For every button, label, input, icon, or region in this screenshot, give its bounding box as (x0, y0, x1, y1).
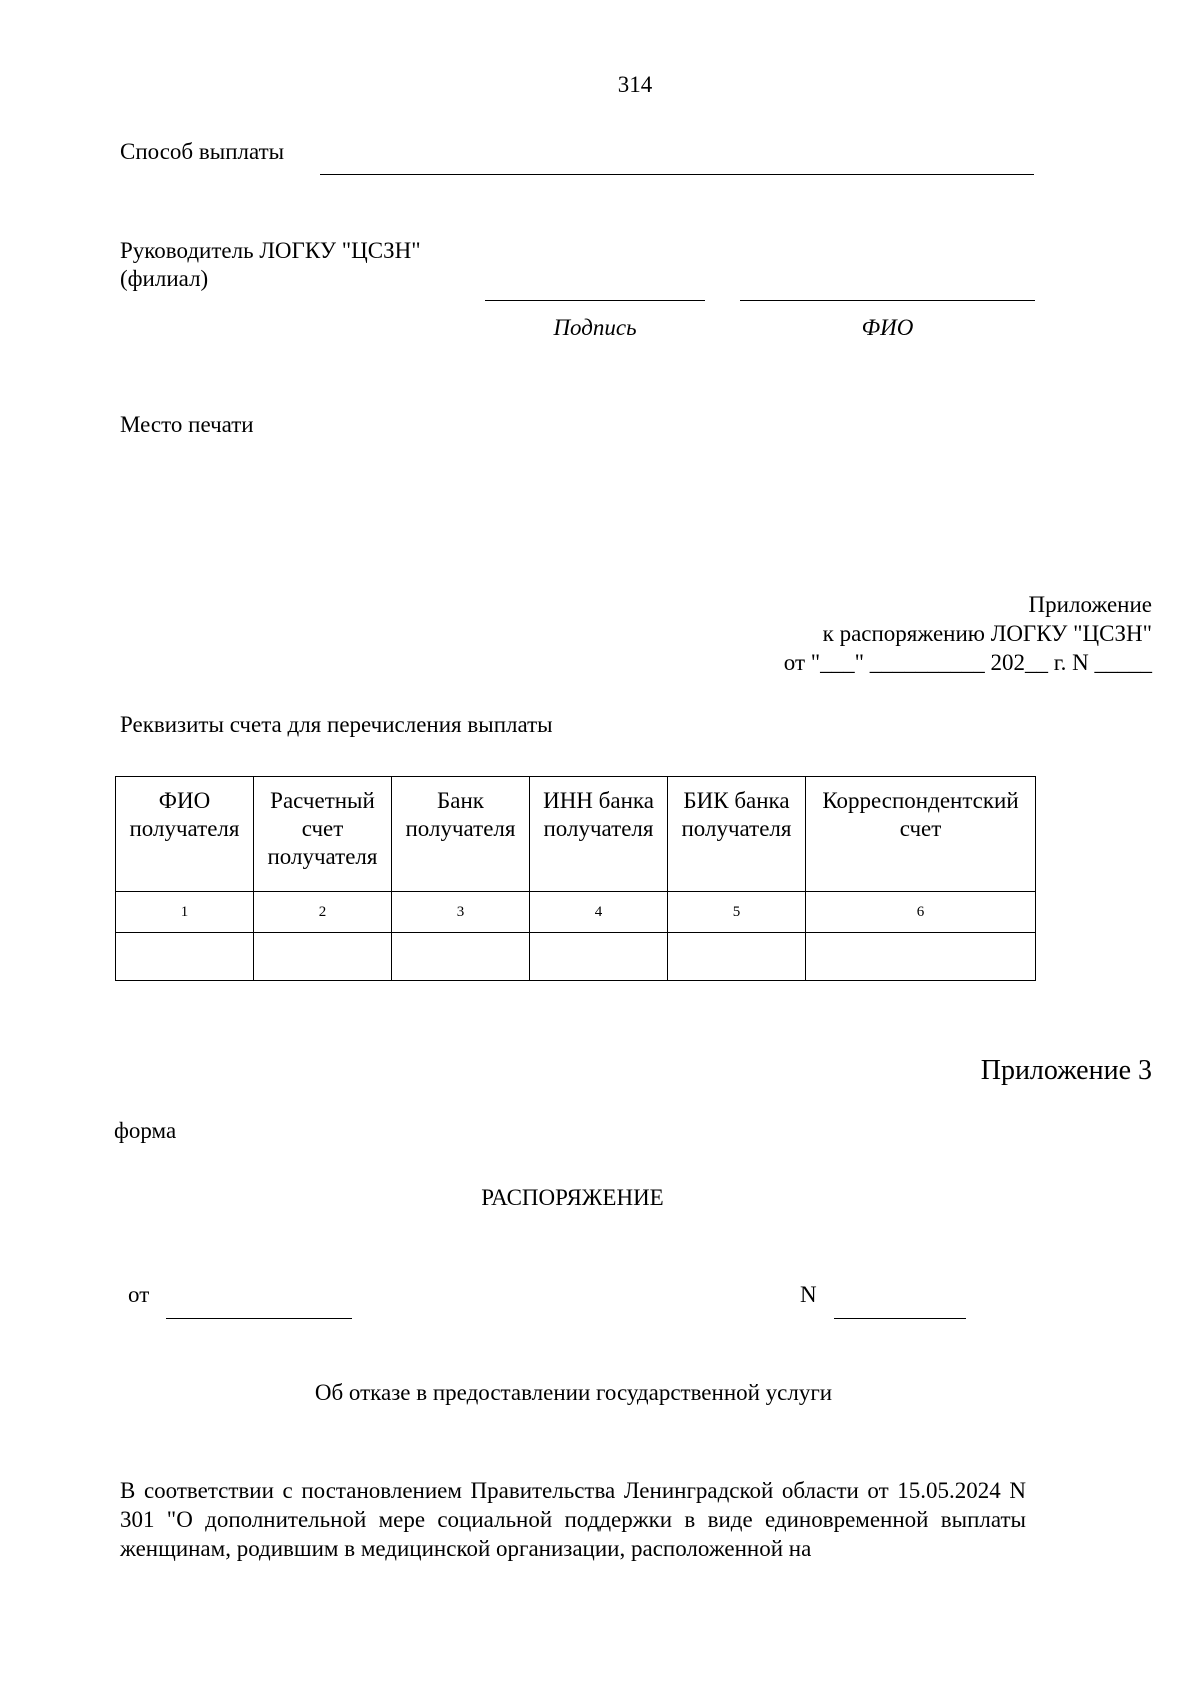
appendix-line2: к распоряжению ЛОГКУ "ЦСЗН" (822, 621, 1152, 646)
header-text: Банк (437, 788, 484, 813)
head-label (120, 237, 421, 293)
signature-caption: Подпись (553, 315, 637, 340)
table-cell[interactable] (392, 933, 530, 981)
payment-method-label: Способ выплаты (120, 139, 285, 164)
requisites-table (115, 776, 1036, 981)
head-label-line2: (филиал) (120, 266, 209, 291)
header-text: Расчетный (270, 788, 375, 813)
fio-caption: ФИО (861, 315, 914, 340)
body-paragraph: В соответствии с постановлением Правительства Ленинградской области от 15.05.2024 N 301 "О дополнительной мере социальной поддержки в виде единовременной выплаты женщинам, родившим в медицинской организации, расположенной на (120, 1478, 1026, 1561)
header-account (254, 777, 392, 892)
table-cell[interactable] (806, 933, 1036, 981)
seal-label: Место печати (120, 412, 254, 437)
header-corr-account (806, 777, 1036, 892)
header-bank (392, 777, 530, 892)
header-text: счет (301, 816, 344, 841)
header-text: получателя (129, 816, 240, 841)
header-bank-inn (530, 777, 668, 892)
appendix3-title: Приложение 3 (980, 1055, 1152, 1086)
column-number: 1 (116, 892, 254, 933)
header-text: получателя (267, 844, 378, 869)
header-bank-bik (668, 777, 806, 892)
header-text: получателя (405, 816, 516, 841)
order-title: РАСПОРЯЖЕНИЕ (481, 1185, 664, 1210)
requisites-title: Реквизиты счета для перечисления выплаты (120, 712, 553, 737)
form-label: форма (114, 1118, 177, 1143)
table-cell[interactable] (668, 933, 806, 981)
table-header-row (116, 777, 1036, 892)
table-cell[interactable] (254, 933, 392, 981)
page-number: 314 (617, 72, 653, 97)
date-from-label: от (128, 1282, 150, 1307)
header-text: БИК банка (683, 788, 790, 813)
header-text: получателя (681, 816, 792, 841)
signature-field[interactable] (485, 300, 705, 301)
payment-method-field[interactable] (320, 174, 1034, 175)
header-text: ФИО (158, 788, 211, 813)
table-number-row (116, 892, 1036, 933)
column-number: 6 (806, 892, 1036, 933)
header-recipient-fio (116, 777, 254, 892)
column-number: 5 (668, 892, 806, 933)
appendix-line1: Приложение (1028, 592, 1152, 617)
appendix-line3: от "___" __________ 202__ г. N _____ (783, 650, 1152, 675)
number-field[interactable] (834, 1318, 966, 1319)
head-label-line1: Руководитель ЛОГКУ "ЦСЗН" (120, 238, 421, 263)
fio-field[interactable] (740, 300, 1035, 301)
header-text: получателя (543, 816, 654, 841)
header-text: ИНН банка (543, 788, 654, 813)
number-label: N (800, 1282, 817, 1307)
header-text: счет (899, 816, 942, 841)
table-empty-row (116, 933, 1036, 981)
column-number: 3 (392, 892, 530, 933)
order-subject: Об отказе в предоставлении государственной услуги (314, 1380, 833, 1405)
appendix-block (784, 590, 1152, 677)
date-field[interactable] (166, 1318, 352, 1319)
column-number: 2 (254, 892, 392, 933)
header-text: Корреспондентский (822, 788, 1019, 813)
table-cell[interactable] (116, 933, 254, 981)
table-cell[interactable] (530, 933, 668, 981)
column-number: 4 (530, 892, 668, 933)
